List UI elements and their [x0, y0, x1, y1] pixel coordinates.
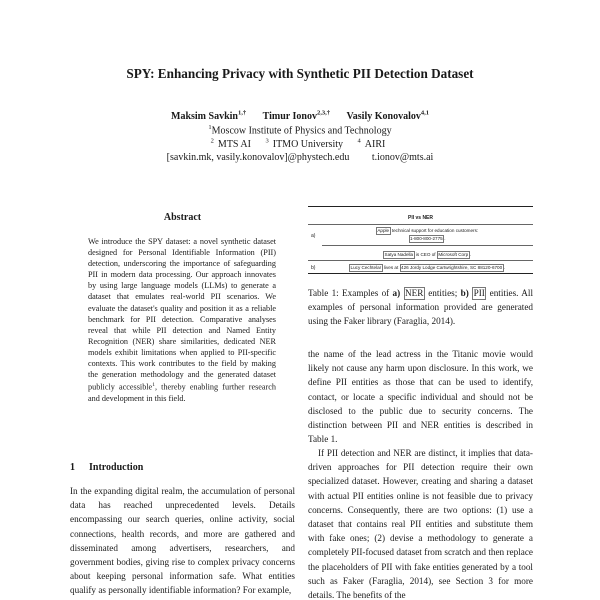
author-emails — [0, 152, 600, 163]
entity-highlight: Microsoft Corp — [438, 252, 469, 257]
introduction-text: In the expanding digital realm, the accumulation of personal data has reached unprecedented levels. Details encompassing our search queries, online activity, social connections, health records, and more are gathered and disseminated among advertisers, researchers, and government bodies, giving rise to complex privacy concerns about keeping personal information safe. What entities qualify as personally identifiable information? For example, — [70, 486, 295, 596]
entity-highlight: Satya Nadella — [384, 252, 414, 257]
author-list — [0, 110, 600, 122]
table-rule — [308, 260, 533, 261]
author: Timur Ionov$^{2,3,\dagger}$ — [262, 110, 330, 123]
body-paragraph: the name of the lead actress in the Titanic movie would likely not cause any harm upon disclosure. In this work, we define PII entities as those that can be used to identify, contact, or locate a specific individual and should not be disclosed to the public due to security concerns. The distinction between PII and NER entities is described in Table 1. — [308, 349, 533, 445]
row-label: a) — [311, 233, 316, 239]
email: t.ionov@mts.ai — [371, 152, 434, 163]
entity-highlight: 1-800-800-2775 — [410, 236, 443, 241]
table-cell: Satya Nadella is CEO of Microsoft Corp . — [384, 252, 471, 257]
email: [savkin.mk, vasily.konovalov]@phystech.edu — [166, 152, 350, 163]
abstract-heading: Abstract — [163, 212, 202, 223]
table-header: PII vs NER — [407, 215, 433, 221]
table-cell: 1-800-800-2775 . — [410, 236, 446, 241]
table-rule — [308, 273, 533, 274]
author: Maksim Savkin$^{1,\dagger}$ — [171, 110, 247, 123]
footnote-mark: 1 — [152, 382, 155, 389]
abstract-text: We introduce the SPY dataset: a novel synthetic dataset designed for Personal Identifiable Information (PII) detection, underscoring the importance of safeguarding PII in modern data processing. Our approach innovates by using large language models (LLMs) to generate a dataset that emulates real-world PII scenarios. We evaluate the dataset's quality and position it as a reliable benchmark for PII detection. Comparative analyses reveal that while PII detection and Named Entity Recognition (NER) share similarities, dedicated NER models exhibit limitations when applied to PII-specific contexts. This work contributes to the field by making the generation methodology and the generated dataset publicly accessible$^1$, thereby enabling further research and development in this field. — [88, 237, 276, 404]
section-heading: 1 Introduction — [70, 462, 144, 473]
paper-title: SPY: Enhancing Privacy with Synthetic PII Detection Dataset — [126, 66, 474, 81]
table-caption: Table 1: Examples of a) NER entities; b) PII entities. All examples of personal information provided are generated using the Faker library (Faraglia, 2014). — [308, 288, 534, 326]
table-rule — [308, 224, 533, 225]
table-rule — [308, 206, 533, 207]
entity-highlight: 426 Jordy Lodge Cartwrightshire, SC 88120-6700 — [401, 265, 503, 270]
author: Vasily Konovalov$^{4,1}$ — [346, 110, 429, 123]
entity-highlight: NER — [405, 288, 424, 298]
entity-highlight: Apple — [377, 228, 390, 233]
entity-highlight: Lucy Cechtelar — [350, 265, 382, 270]
table-cell: Lucy Cechtelar lives at 426 Jordy Lodge Cartwrightshire, SC 88120-6700 . — [350, 265, 505, 270]
affiliation: $^1$Moscow Institute of Physics and Technology — [208, 124, 392, 137]
table-rule — [322, 245, 533, 246]
body-paragraph: If PII detection and NER are distinct, it implies that data-driven approaches for PII detection require their own specialized dataset. However, creating and sharing a dataset with actual PII entities online is not feasible due to privacy concerns. Consequently, there are two options: (1) use a dataset that contains real PII entities and substitute them with fake ones; (2) devise a methodology to generate a completely PII-focused dataset from scratch and then replace the placeholders of PII with fake entities generated by a tool such as Faker (Faraglia, 2014), see Section 3 for more details. The benefits of the — [308, 448, 533, 600]
row-label: b) — [311, 265, 316, 271]
table-cell: Apple technical support for education customers: — [377, 228, 479, 233]
affiliation: $^2$ MTS AI $^3$ ITMO University $^4$ AIRI — [210, 138, 386, 151]
entity-highlight: PII — [473, 288, 485, 298]
